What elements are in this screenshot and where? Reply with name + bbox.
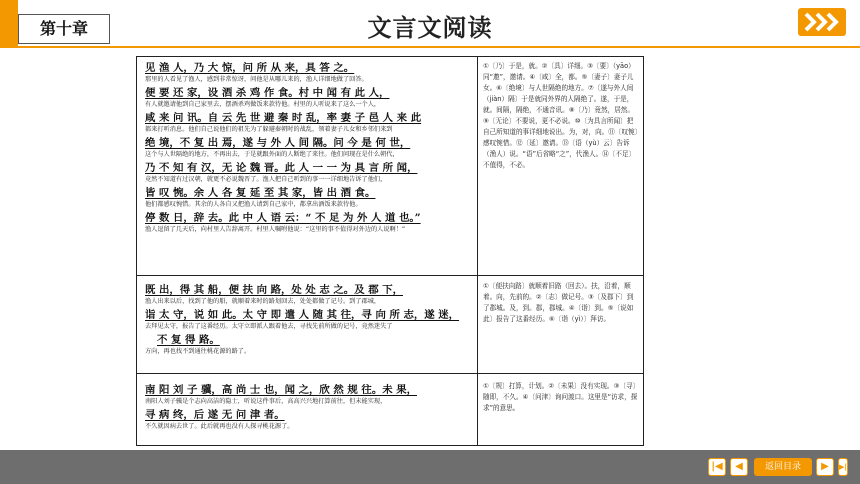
line xyxy=(145,408,473,431)
line xyxy=(145,211,473,234)
chapter-label: 第十章 xyxy=(18,14,110,44)
original-text: 咸 来 问 讯。自 云 先 世 避 秦 时 乱，率 妻 子 邑 人 来 此 xyxy=(145,112,422,124)
translation-text: 都来打听消息。他们自己说他们的祖先为了躲避秦朝时的战乱，领着妻子儿女和乡邻们来到 xyxy=(145,126,393,133)
line xyxy=(145,161,473,184)
line xyxy=(145,383,473,406)
row-divider xyxy=(137,373,643,374)
notes-section-1: ①〔乃〕于是，就。②〔具〕详细。③〔要〕（yāo）同“邀”，邀请。④〔咸〕全，都。⑤〔妻子〕妻子儿女。⑥〔绝境〕与人世隔绝的地方。⑦〔遂与外人间（jiàn）隔〕于是就同外界的人隔绝了。遂，于是，就。间隔，隔绝，不通音讯。⑧〔乃〕竟然，居然。⑨〔无论〕不要说，更不必说。⑩〔为具言所闻〕把自己所知道的事详细地说出。为，对，向。⑪〔叹惋〕感叹惋惜。⑫〔延〕邀请。⑬〔语（yù）云〕告诉（渔人）说。“语”后省略“之”，代渔人。⑭〔不足〕不值得，不必。 xyxy=(483,62,638,169)
notes-section-2: ①〔便扶向路〕就顺着旧路（回去）。扶，沿着，顺着。向，先前的。②〔志〕做记号。③〔及郡下〕到了郡城。及，到。郡，郡城。④〔诣〕到。⑤〔说如此〕报告了这番经历。⑥〔诣（yì）〕拜访。 xyxy=(483,282,634,323)
translation-text: 方向，再也找不到通往桃花源的路了。 xyxy=(145,348,251,355)
translation-text: 竟然不知道有过汉朝，就更不必说魏晋了。渔人把自己听到的事一一详细地告诉了他们， xyxy=(145,176,387,183)
first-page-icon[interactable]: |◀ xyxy=(708,458,726,476)
translation-text: 南阳人刘子骥是个志向高洁的隐士，听说这件事后，高高兴兴地打算前往，但未能实现， xyxy=(145,398,387,405)
translation-text: 有人就邀请他到自己家里去，摆酒杀鸡做饭来款待他。村里的人听说来了这么一个人， xyxy=(145,101,381,108)
line xyxy=(145,136,473,159)
line xyxy=(145,333,473,356)
line xyxy=(145,308,473,331)
translation-text: 他们都感叹惋惜。其余的人各自又把渔人请到自己家中，都拿出酒饭来款待他。 xyxy=(145,201,362,208)
slide-header xyxy=(0,0,860,52)
line xyxy=(145,86,473,109)
translation-text: 渔人逗留了几天后，向村里人告辞离开。村里人嘱咐他说：“这里的事不值得对外边的人说啊！” xyxy=(145,226,406,233)
original-text: 不 复 得 路。 xyxy=(157,334,220,346)
column-divider xyxy=(477,57,478,445)
text-table xyxy=(136,56,644,446)
last-page-icon[interactable]: ▶| xyxy=(838,458,848,476)
passage-section-2 xyxy=(145,283,473,356)
original-text: 寻 病 终，后 遂 无 问 津 者。 xyxy=(145,409,285,421)
page-title: 文言文阅读 xyxy=(367,14,493,42)
original-text: 诣 太 守，说 如 此。太 守 即 遣 人 随 其 往，寻 向 所 志，遂 迷， xyxy=(145,309,460,321)
original-text: 皆 叹 惋。余 人 各 复 延 至 其 家，皆 出 酒 食。 xyxy=(145,187,376,199)
translation-text: 这个与人世隔绝的地方，不再出去，于是就跟外面的人断绝了来往。他们问现在是什么朝代， xyxy=(145,151,399,158)
line xyxy=(145,186,473,209)
original-text: 乃 不 知 有 汉，无 论 魏 晋。此 人 一 一 为 具 言 所 闻， xyxy=(145,162,418,174)
next-page-icon[interactable]: ▶ xyxy=(816,458,834,476)
original-text: 南 阳 刘 子 骥，高 尚 士 也，闻 之，欣 然 规 往。未 果， xyxy=(145,384,418,396)
line xyxy=(145,283,473,306)
passage-section-3 xyxy=(145,383,473,431)
page-navigation xyxy=(708,458,848,476)
passage-section-1 xyxy=(145,61,473,234)
original-text: 绝 境，不 复 出 焉，遂 与 外 人 间 隔。问 今 是 何 世， xyxy=(145,137,411,149)
line xyxy=(145,111,473,134)
original-text: 既 出，得 其 船，便 扶 向 路，处 处 志 之。及 郡 下， xyxy=(145,284,403,296)
original-text: 停 数 日，辞 去。此 中 人 语 云：“ 不 足 为 外 人 道 也。” xyxy=(145,212,421,224)
prev-page-icon[interactable]: ◀ xyxy=(730,458,748,476)
notes-section-3: ①〔规〕打算，计划。②〔未果〕没有实现。③〔寻〕随即，不久。④〔问津〕询问渡口。这里是“访求，探求”的意思。 xyxy=(483,382,638,412)
original-text: 见 渔 人，乃 大 惊，问 所 从 来，具 答 之。 xyxy=(145,62,355,74)
row-divider xyxy=(137,275,643,276)
original-text: 便 要 还 家，设 酒 杀 鸡 作 食。村 中 闻 有 此 人， xyxy=(145,87,390,99)
translation-text: 那里的人看见了渔人，感到非常惊讶，问他是从哪儿来的，渔人详细地做了回答。 xyxy=(145,76,368,83)
header-divider xyxy=(0,46,860,48)
translation-text: 渔人出来以后，找到了他的船，就顺着来时的路划回去，处处都做了记号。到了郡城， xyxy=(145,298,381,305)
translation-text: 不久就因病去世了。此后就再也没有人探寻桃花源了。 xyxy=(145,423,294,430)
accent-block xyxy=(0,0,18,46)
chevrons-icon xyxy=(798,8,846,36)
back-to-contents-button[interactable]: 返回目录 xyxy=(754,458,812,476)
line xyxy=(145,61,473,84)
footer-bar xyxy=(0,450,860,484)
translation-text: 去拜见太守，报告了这番经历。太守立即派人跟着他去，寻找先前所做的记号，竟然迷失了 xyxy=(145,323,393,330)
